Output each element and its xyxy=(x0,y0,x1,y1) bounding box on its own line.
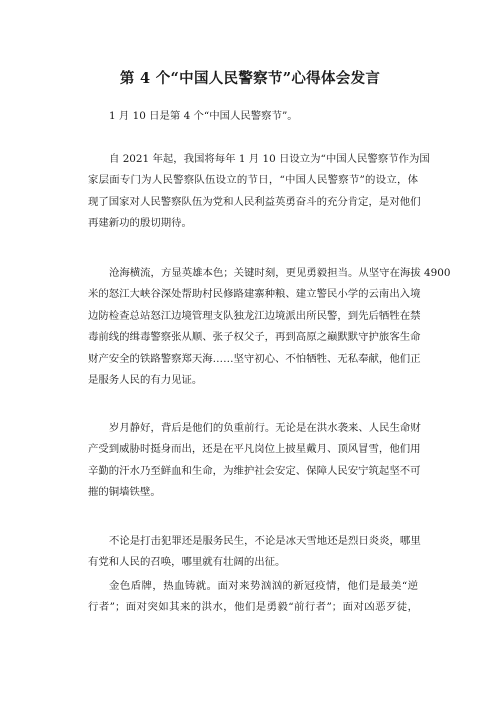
paragraph-line: 财产安全的铁路警察郑天海……坚守初心、不怕牺牲、无私奉献，他们正 xyxy=(88,352,421,365)
paragraph-line: 不论是打击犯罪还是服务民生，不论是冰天雪地还是烈日炎炎，哪里 xyxy=(109,535,421,547)
paragraph-line: 有党和人民的召唤，哪里就有壮阔的出征。 xyxy=(88,556,286,569)
paragraph-line: 沧海横流，方显英雄本色；关键时刻，更见勇毅担当。从坚守在海拔 4900 xyxy=(109,267,451,279)
paragraph-line: 摧的铜墙铁壁。 xyxy=(88,486,161,499)
paragraph-3 xyxy=(88,263,451,391)
paragraph-6 xyxy=(88,576,418,619)
paragraph-line: 现了国家对人民警察队伍为党和人民利益英勇奋斗的充分肯定，是对他们 xyxy=(88,195,421,208)
paragraph-2 xyxy=(88,149,430,235)
paragraph-line: 产受到威胁时挺身而出，还是在平凡岗位上披星戴月、顶风冒雪，他们用 xyxy=(88,443,421,456)
paragraph-line: 再建新功的殷切期待。 xyxy=(88,217,192,230)
paragraph-line: 自 2021 年起，我国将每年 1 月 10 日设立为“中国人民警察节作为国 xyxy=(109,153,430,165)
paragraph-line: 行者”；面对突如其来的洪水，他们是勇毅“前行者”；面对凶恶歹徒， xyxy=(88,601,418,614)
paragraph-line: 毒前线的缉毒警察张从顺、张子权父子，再到高原之巅默默守护旅客生命 xyxy=(88,331,421,344)
paragraph-4 xyxy=(88,418,421,504)
document-title: 第 4 个“中国人民警察节”心得体会发言 xyxy=(119,70,381,87)
paragraph-line: 岁月静好，背后是他们的负重前行。无论是在洪水袭来、人民生命财 xyxy=(109,422,421,434)
paragraph-line: 金色盾牌，热血铸就。面对来势汹汹的新冠疫情，他们是最美“逆 xyxy=(109,580,418,592)
paragraph-line: 边防检查总站怒江边境管理支队独龙江边境派出所民警，到先后牺牲在禁 xyxy=(88,309,421,322)
paragraph-1 xyxy=(88,106,418,127)
paragraph-line: 米的怒江大峡谷深处帮助村民修路建寨种粮、建立警民小学的云南出入境 xyxy=(88,288,421,301)
paragraph-5 xyxy=(88,531,421,574)
paragraph-line: 1 月 10 日是第 4 个“中国人民警察节”。 xyxy=(109,110,298,122)
paragraph-line: 家层面专门为人民警察队伍设立的节日，“中国人民警察节”的设立，体 xyxy=(88,174,418,187)
paragraph-line: 辛勤的汗水乃至鲜血和生命，为维护社会安定、保障人民安宁筑起坚不可 xyxy=(88,464,421,477)
paragraph-line: 是服务人民的有力见证。 xyxy=(88,374,203,387)
